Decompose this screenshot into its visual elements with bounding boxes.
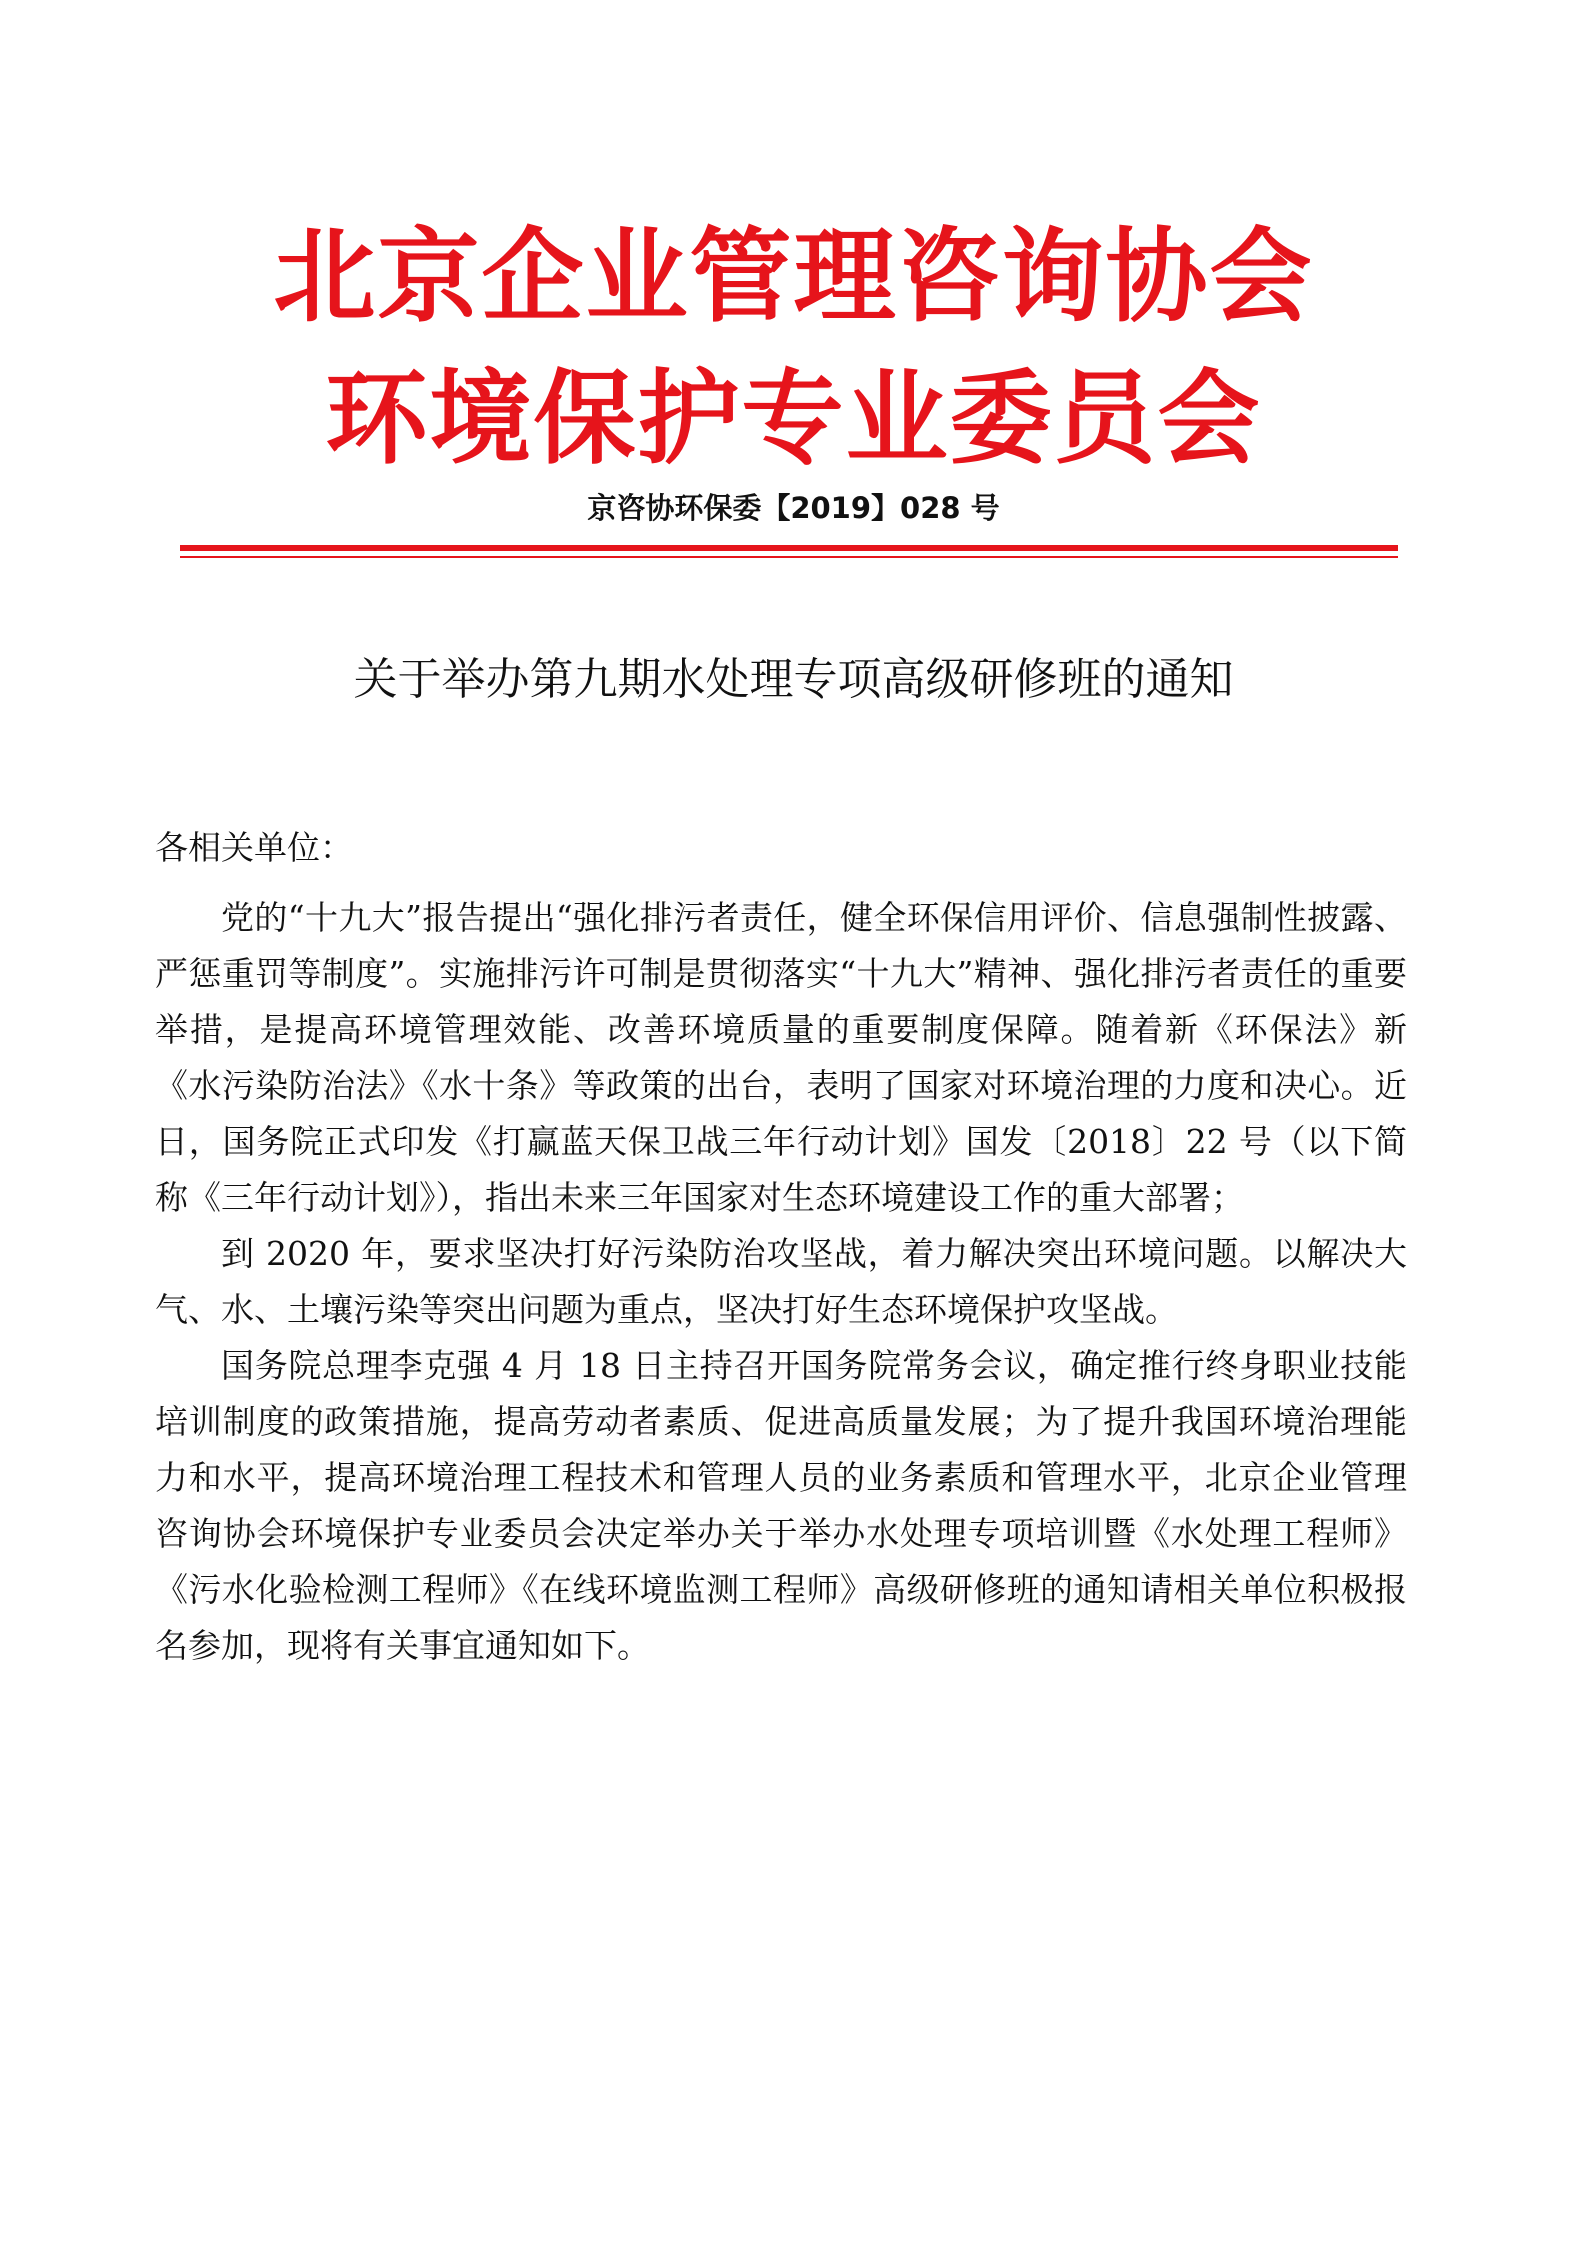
document-number: 京咨协环保委【2019】028 号 (587, 491, 1000, 525)
notice-title: 关于举办第九期水处理专项高级研修班的通知 (353, 654, 1234, 705)
body-paragraph: 国务院总理李克强 4 月 18 日主持召开国务院常务会议，确定推行终身职业技能培训制度的政策措施，提高劳动者素质、促进高质量发展；为了提升我国环境治理能力和水平，提高环境治理工程技术和管理人员的业务素质和管理水平，北京企业管理咨询协会环境保护专业委员会决定举办关于举办水处理专项培训暨《水处理工程师》《污水化验检测工程师》《在线环境监测工程师》高级研修班的通知请相关单位积极报名参加，现将有关事宜通知如下。 (155, 1346, 1407, 1665)
notice-body (155, 890, 1407, 1674)
header-divider-thick (180, 545, 1398, 551)
org-name-line-1: 北京企业管理咨询协会 (273, 218, 1314, 337)
body-paragraph: 到 2020 年，要求坚决打好污染防治攻坚战，着力解决突出环境问题。以解决大气、水、土壤污染等突出问题为重点，坚决打好生态环境保护攻坚战。 (155, 1234, 1407, 1329)
salutation: 各相关单位： (155, 828, 353, 867)
header-divider-thin (180, 556, 1398, 558)
org-name-line-2: 环境保护专业委员会 (325, 360, 1262, 479)
body-paragraph: 党的“十九大”报告提出“强化排污者责任，健全环保信用评价、信息强制性披露、严惩重罚等制度”。实施排污许可制是贯彻落实“十九大”精神、强化排污者责任的重要举措，是提高环境管理效能、改善环境质量的重要制度保障。随着新《环保法》新《水污染防治法》《水十条》等政策的出台，表明了国家对环境治理的力度和决心。近日，国务院正式印发《打赢蓝天保卫战三年行动计划》国发〔2018〕22 号（以下简称《三年行动计划》），指出未来三年国家对生态环境建设工作的重大部署； (155, 898, 1407, 1217)
